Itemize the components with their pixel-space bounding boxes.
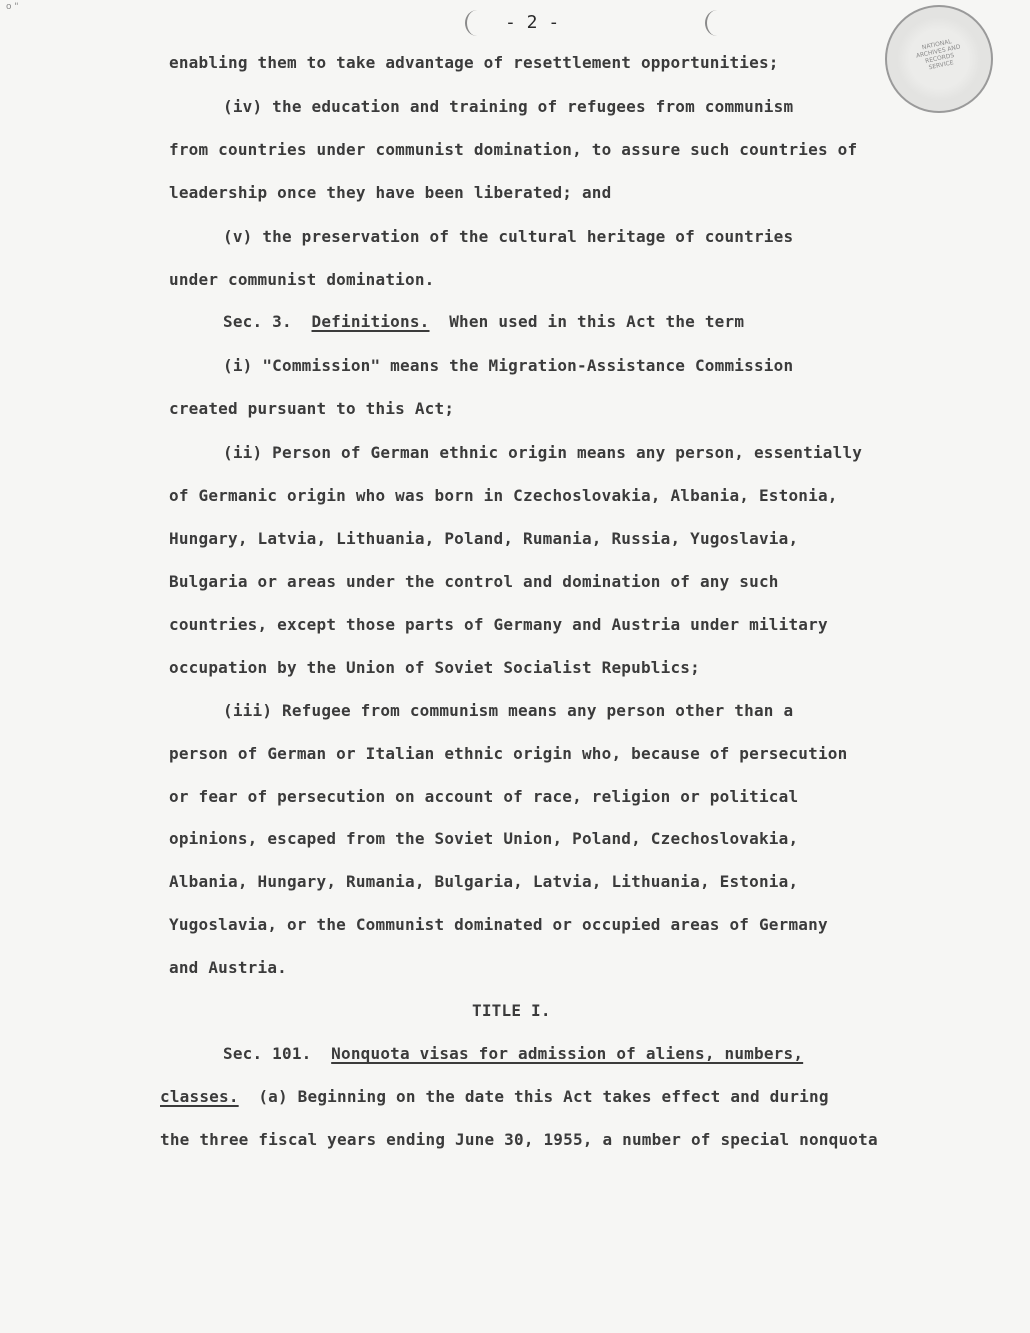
text-line: (v) the preservation of the cultural heritage of countries [223,227,794,246]
text-line: under communist domination. [169,270,435,289]
section-3-text: When used in this Act the term [449,312,745,331]
text-line: (i) "Commission" means the Migration-Assistance Commission [223,356,794,375]
text-line: from countries under communist domination, to assure such countries of [169,140,858,159]
section-3-line [223,312,744,332]
text-line: (ii) Person of German ethnic origin means any person, essentially [223,443,863,462]
title-heading: TITLE I. [472,1001,551,1020]
section-101-text: (a) Beginning on the date this Act takes effect and during [258,1087,829,1106]
section-101-line [223,1044,803,1064]
text-line: countries, except those parts of Germany and Austria under military [169,615,828,634]
text-line: leadership once they have been liberated; and [169,183,612,202]
text-line: created pursuant to this Act; [169,399,455,418]
text-line: of Germanic origin who was born in Czechoslovakia, Albania, Estonia, [169,486,838,505]
section-101-prefix: Sec. 101. [223,1044,312,1063]
text-line: Yugoslavia, or the Communist dominated or occupied areas of Germany [169,915,828,934]
punch-hole-left [465,10,489,36]
text-line: or fear of persecution on account of race, religion or political [169,787,799,806]
page-number: - 2 - [505,12,560,33]
text-line: enabling them to take advantage of resettlement opportunities; [169,53,779,72]
text-line: Bulgaria or areas under the control and domination of any such [169,572,779,591]
section-101-heading: Nonquota visas for admission of aliens, numbers, [331,1044,804,1063]
text-line: (iv) the education and training of refugees from communism [223,97,794,116]
text-line: opinions, escaped from the Soviet Union, Poland, Czechoslovakia, [169,829,799,848]
section-101-line-2 [160,1087,829,1107]
text-line: Albania, Hungary, Rumania, Bulgaria, Latvia, Lithuania, Estonia, [169,872,799,891]
punch-hole-right [705,10,729,36]
text-line: occupation by the Union of Soviet Socialist Republics; [169,658,700,677]
text-line: the three fiscal years ending June 30, 1955, a number of special nonquota [160,1130,878,1149]
section-3-prefix: Sec. 3. [223,312,292,331]
section-3-heading: Definitions. [311,312,430,331]
text-line: person of German or Italian ethnic origin who, because of persecution [169,744,848,763]
corner-mark: o " [6,2,19,12]
text-line: and Austria. [169,958,287,977]
text-line: (iii) Refugee from communism means any person other than a [223,701,794,720]
text-line: Hungary, Latvia, Lithuania, Poland, Rumania, Russia, Yugoslavia, [169,529,799,548]
stamp-text: NATIONAL ARCHIVES AND RECORDS SERVICE [915,38,962,72]
archive-stamp [885,5,993,113]
section-101-heading-cont: classes. [160,1087,239,1106]
